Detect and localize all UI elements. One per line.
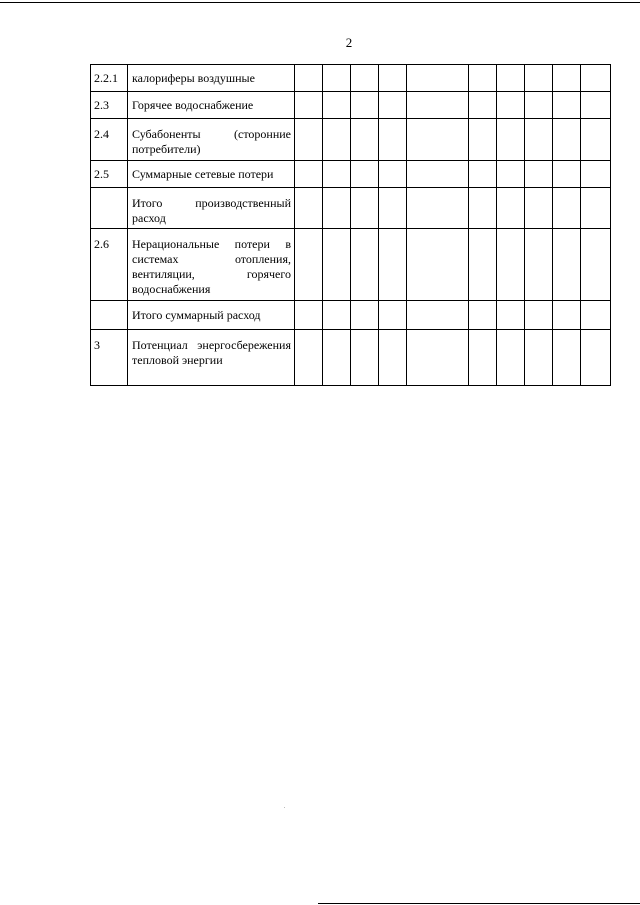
table-cell bbox=[323, 65, 351, 92]
table-cell bbox=[379, 65, 407, 92]
row-number: 2.5 bbox=[91, 161, 128, 188]
table-cell bbox=[323, 92, 351, 119]
table-cell bbox=[379, 301, 407, 330]
row-label: Горячее водоснабжение bbox=[128, 92, 295, 119]
table-cell bbox=[323, 301, 351, 330]
table-cell bbox=[351, 229, 379, 301]
row-label: Итого производственный расход bbox=[128, 188, 295, 229]
table-cell bbox=[525, 301, 553, 330]
table-row bbox=[91, 301, 611, 330]
table-cell bbox=[497, 92, 525, 119]
table-cell bbox=[581, 161, 611, 188]
energy-balance-table bbox=[90, 64, 611, 386]
table-cell bbox=[351, 65, 379, 92]
table-cell bbox=[553, 92, 581, 119]
table-cell bbox=[351, 330, 379, 386]
table-cell bbox=[351, 188, 379, 229]
row-number: 2.4 bbox=[91, 119, 128, 161]
table-cell bbox=[469, 188, 497, 229]
table-cell bbox=[323, 330, 351, 386]
table-cell bbox=[295, 161, 323, 188]
table-cell bbox=[295, 92, 323, 119]
table-cell bbox=[407, 301, 469, 330]
page-bottom-border bbox=[318, 903, 640, 904]
table-cell bbox=[323, 188, 351, 229]
page-top-border bbox=[0, 2, 640, 3]
row-label: Суммарные сетевые потери bbox=[128, 161, 295, 188]
table-cell bbox=[525, 65, 553, 92]
table-cell bbox=[379, 92, 407, 119]
table-cell bbox=[379, 119, 407, 161]
table-cell bbox=[553, 65, 581, 92]
table-cell bbox=[469, 119, 497, 161]
table-row bbox=[91, 92, 611, 119]
table-cell bbox=[497, 188, 525, 229]
table-cell bbox=[553, 161, 581, 188]
table-cell bbox=[407, 229, 469, 301]
table-cell bbox=[581, 188, 611, 229]
row-number: 2.3 bbox=[91, 92, 128, 119]
table-cell bbox=[295, 65, 323, 92]
table-row bbox=[91, 161, 611, 188]
table-cell bbox=[581, 229, 611, 301]
row-number bbox=[91, 301, 128, 330]
table-cell bbox=[295, 188, 323, 229]
table-cell bbox=[469, 301, 497, 330]
table-cell bbox=[323, 161, 351, 188]
table-cell bbox=[581, 330, 611, 386]
table-cell bbox=[497, 330, 525, 386]
table-cell bbox=[525, 229, 553, 301]
table-row bbox=[91, 119, 611, 161]
table-cell bbox=[525, 92, 553, 119]
table-cell bbox=[581, 301, 611, 330]
row-number bbox=[91, 188, 128, 229]
table-cell bbox=[295, 119, 323, 161]
table-cell bbox=[323, 229, 351, 301]
table-cell bbox=[553, 229, 581, 301]
table-cell bbox=[581, 65, 611, 92]
table-cell bbox=[295, 301, 323, 330]
row-label: Итого суммарный расход bbox=[128, 301, 295, 330]
row-number: 2.6 bbox=[91, 229, 128, 301]
table-cell bbox=[553, 330, 581, 386]
page-number: 2 bbox=[345, 35, 353, 50]
table-cell bbox=[525, 161, 553, 188]
table-cell bbox=[553, 188, 581, 229]
table-cell bbox=[497, 119, 525, 161]
row-number: 3 bbox=[91, 330, 128, 386]
table-cell bbox=[497, 229, 525, 301]
table-cell bbox=[323, 119, 351, 161]
table-cell bbox=[497, 161, 525, 188]
table-cell bbox=[469, 65, 497, 92]
table-cell bbox=[553, 119, 581, 161]
table-cell bbox=[407, 330, 469, 386]
table-cell bbox=[469, 161, 497, 188]
table-cell bbox=[351, 119, 379, 161]
table-cell bbox=[469, 92, 497, 119]
table-row bbox=[91, 65, 611, 92]
scan-speck bbox=[284, 807, 285, 808]
table-cell bbox=[525, 188, 553, 229]
table-cell bbox=[581, 92, 611, 119]
table-cell bbox=[407, 119, 469, 161]
table-cell bbox=[525, 119, 553, 161]
row-label: Нерациональные потери в системах отопления, вентиляции, горячего водоснабжения bbox=[128, 229, 295, 301]
table-cell bbox=[295, 330, 323, 386]
table-row bbox=[91, 188, 611, 229]
row-label: Потенциал энергосбережения тепловой энергии bbox=[128, 330, 295, 386]
row-label: Субабоненты (сторонние потребители) bbox=[128, 119, 295, 161]
table-cell bbox=[351, 301, 379, 330]
table-cell bbox=[581, 119, 611, 161]
table-cell bbox=[553, 301, 581, 330]
table-cell bbox=[351, 161, 379, 188]
table-cell bbox=[379, 229, 407, 301]
row-label: калориферы воздушные bbox=[128, 65, 295, 92]
table-cell bbox=[351, 92, 379, 119]
table-cell bbox=[469, 330, 497, 386]
table-cell bbox=[407, 92, 469, 119]
table-cell bbox=[497, 65, 525, 92]
table-cell bbox=[379, 161, 407, 188]
table-cell bbox=[379, 188, 407, 229]
row-number: 2.2.1 bbox=[91, 65, 128, 92]
table-cell bbox=[525, 330, 553, 386]
table-cell bbox=[497, 301, 525, 330]
table-cell bbox=[379, 330, 407, 386]
table-cell bbox=[407, 188, 469, 229]
table-cell bbox=[469, 229, 497, 301]
table-cell bbox=[407, 161, 469, 188]
table-cell bbox=[407, 65, 469, 92]
table-cell bbox=[295, 229, 323, 301]
table-row bbox=[91, 330, 611, 386]
table-row bbox=[91, 229, 611, 301]
